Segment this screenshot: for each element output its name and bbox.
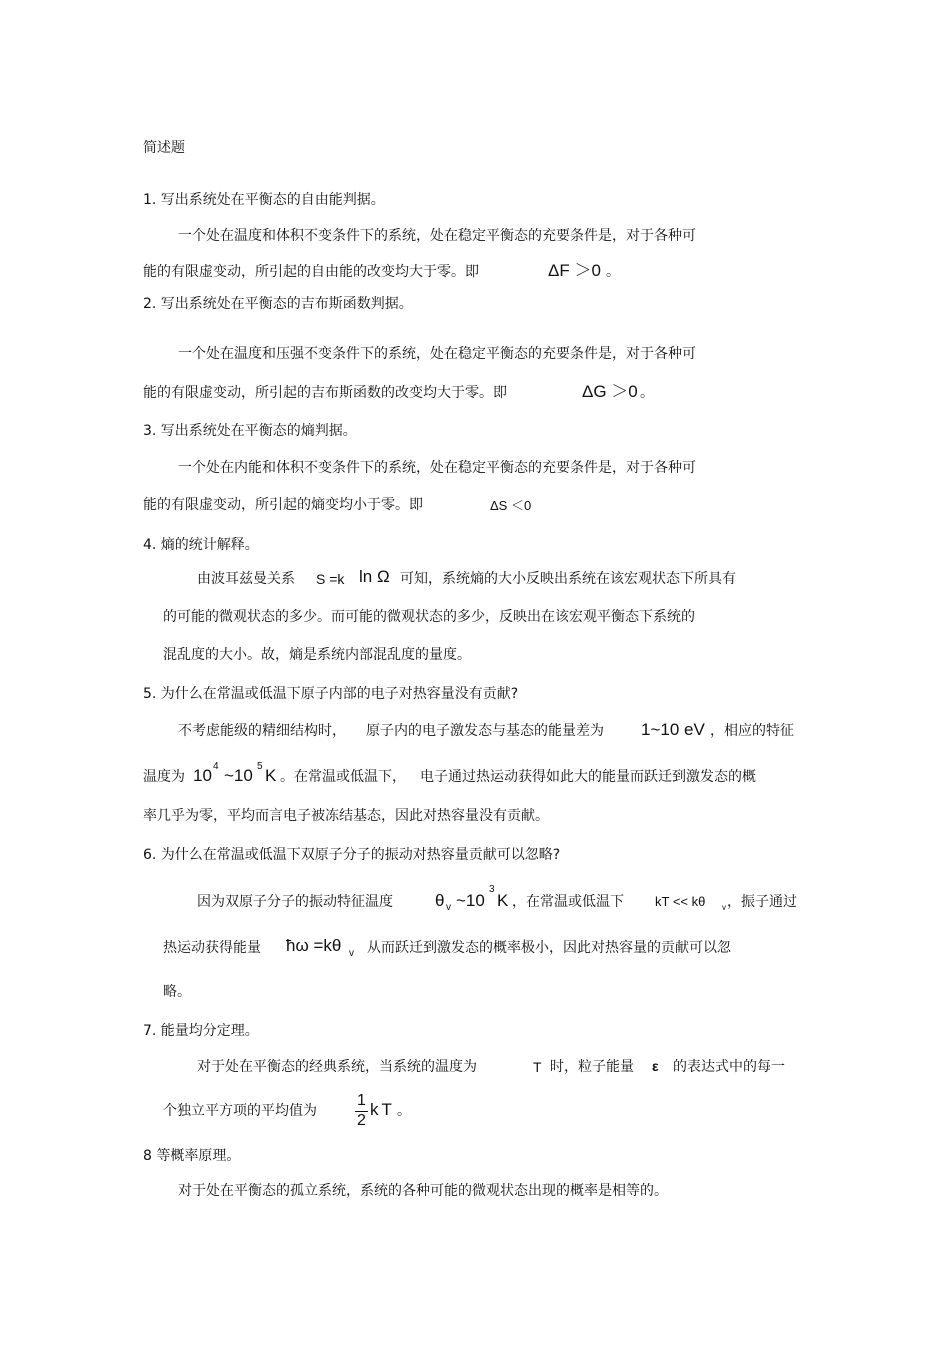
- question-5-answer-line-3: 率几乎为零，平均而言电子被冻结基态，因此对热容量没有贡献。: [143, 808, 549, 824]
- vibration-temperature-exponent: 3: [489, 884, 495, 895]
- entropy-criterion-formula: ΔS ＜0: [490, 498, 532, 513]
- question-5-answer-line-2a: 温度为: [143, 769, 185, 785]
- vibrational-quantum-formula: ħω =kθ: [286, 936, 342, 955]
- question-6-answer-line-2a: 热运动获得能量: [163, 940, 261, 956]
- energy-gap-value: 1~10 eV: [641, 720, 705, 739]
- temperature-exponent-b: 5: [257, 761, 263, 772]
- gibbs-criterion-formula: ΔG ＞0: [582, 382, 638, 401]
- fraction-denominator: 2: [357, 1112, 366, 1129]
- page-title: 简述题: [143, 140, 185, 156]
- question-2-period: 。: [640, 385, 654, 401]
- boltzmann-relation-formula: S =k: [316, 571, 345, 587]
- question-8-answer-line-1: 对于处在平衡态的孤立系统，系统的各种可能的微观状态出现的概率是相等的。: [178, 1183, 668, 1199]
- question-8-heading: 8 等概率原理。: [143, 1148, 241, 1164]
- vibration-temperature-base: ~10: [456, 891, 485, 910]
- vibration-theta: θ: [435, 891, 445, 910]
- fraction-numerator: 1: [357, 1092, 366, 1109]
- question-4-answer-line-2: 的可能的微观状态的多少。而可能的微观状态的多少，反映出在该宏观平衡态下系统的: [163, 609, 695, 625]
- question-6-answer-line-2b: 从而跃迁到激发态的概率极小，因此对热容量的贡献可以忽: [367, 940, 731, 956]
- question-4-answer-line-3: 混乱度的大小。故，熵是系统内部混乱度的量度。: [163, 647, 471, 663]
- question-1-heading: 1. 写出系统处在平衡态的自由能判据。: [143, 192, 385, 208]
- thermal-energy-comparison: kT << kθ: [655, 894, 706, 909]
- question-6-answer-line-1b: ，在常温或低温下: [512, 894, 624, 910]
- question-7-period: 。: [397, 1103, 411, 1119]
- boltzmann-relation-ln: ln Ω: [359, 567, 390, 586]
- question-7-answer-line-1c: 的表达式中的每一: [673, 1059, 785, 1075]
- question-6-answer-line-1a: 因为双原子分子的振动特征温度: [197, 894, 393, 910]
- question-6-heading: 6. 为什么在常温或低温下双原子分子的振动对热容量贡献可以忽略?: [143, 847, 561, 863]
- question-5-heading: 5. 为什么在常温或低温下原子内部的电子对热容量没有贡献?: [143, 686, 519, 702]
- particle-energy-symbol: ε: [652, 1058, 659, 1074]
- vibration-temperature-unit: K: [497, 891, 509, 910]
- temperature-base-b: ~10: [224, 766, 253, 785]
- question-5-answer-line-2b: 。在常温或低温下，: [280, 769, 406, 785]
- vibrational-quantum-formula-subscript: v: [349, 948, 354, 959]
- question-2-answer-line-2: 能的有限虚变动，所引起的吉布斯函数的改变均大于零。即: [143, 385, 507, 401]
- temperature-base-a: 10: [193, 766, 212, 785]
- question-2-answer-line-1: 一个处在温度和压强不变条件下的系统，处在稳定平衡态的充要条件是，对于各种可: [178, 346, 696, 362]
- question-3-heading: 3. 写出系统处在平衡态的熵判据。: [143, 423, 357, 439]
- question-2-heading: 2. 写出系统处在平衡态的吉布斯函数判据。: [143, 296, 413, 312]
- question-3-answer-line-1: 一个处在内能和体积不变条件下的系统，处在稳定平衡态的充要条件是，对于各种可: [178, 460, 696, 476]
- temperature-exponent-a: 4: [213, 761, 219, 772]
- question-5-answer-line-1c: ，相应的特征: [710, 723, 794, 739]
- question-4-answer-line-1b: 可知，系统熵的大小反映出系统在该宏观状态下所具有: [400, 571, 736, 587]
- question-5-answer-line-1a: 不考虑能级的精细结构时，: [178, 723, 346, 739]
- free-energy-criterion-formula: ΔF ＞0: [548, 261, 601, 280]
- question-1-period: 。: [606, 264, 620, 280]
- question-7-answer-line-1a: 对于处在平衡态的经典系统，当系统的温度为: [197, 1059, 477, 1075]
- question-4-heading: 4. 熵的统计解释。: [143, 537, 259, 553]
- temperature-unit: K: [265, 766, 277, 785]
- question-6-answer-line-3: 略。: [163, 984, 191, 1000]
- question-7-answer-line-1b: 时，粒子能量: [550, 1059, 634, 1075]
- question-4-answer-line-1a: 由波耳兹曼关系: [197, 571, 295, 587]
- question-7-heading: 7. 能量均分定理。: [143, 1023, 259, 1039]
- question-1-answer-line-1: 一个处在温度和体积不变条件下的系统，处在稳定平衡态的充要条件是，对于各种可: [178, 228, 696, 244]
- temperature-symbol: T: [533, 1059, 542, 1075]
- question-3-answer-line-2: 能的有限虚变动，所引起的熵变均小于零。即: [143, 497, 423, 513]
- question-5-answer-line-1b: 原子内的电子激发态与基态的能量差为: [366, 723, 604, 739]
- thermal-energy-comparison-subscript: v: [722, 903, 726, 912]
- question-1-answer-line-2: 能的有限虚变动，所引起的自由能的改变均大于零。即: [143, 264, 479, 280]
- question-5-answer-line-2c: 电子通过热运动获得如此大的能量而跃迁到激发态的概: [420, 769, 756, 785]
- vibration-theta-subscript: v: [446, 902, 451, 913]
- question-7-answer-line-2a: 个独立平方项的平均值为: [163, 1103, 317, 1119]
- equipartition-kt: kT: [370, 1100, 395, 1119]
- question-6-answer-line-1c: ，振子通过: [727, 894, 797, 910]
